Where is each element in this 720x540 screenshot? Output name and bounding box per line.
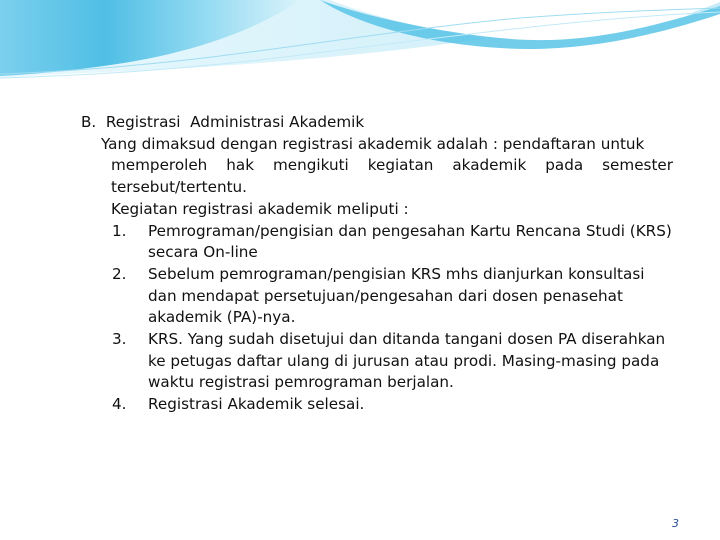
list-item-text: Registrasi Akademik selesai. [148, 395, 365, 414]
registration-steps-list [112, 221, 673, 416]
intro-line-2: memperoleh hak mengikuti kegiatan akademik pada semester [111, 156, 673, 175]
page-number: 3 [672, 517, 679, 530]
list-item [112, 264, 673, 329]
list-item-number: 2. [112, 264, 127, 283]
list-item [112, 221, 673, 264]
slide-body [81, 112, 673, 416]
intro-line-3: tersebut/tertentu. [111, 178, 248, 197]
list-item-text: Sebelum pemrograman/pengisian KRS mhs dianjurkan konsultasi dan mendapat persetujuan/pengesahan dari dosen penasehat akademik (PA)-nya. [148, 264, 645, 327]
list-item [112, 329, 673, 394]
list-item-text: Pemrograman/pengisian dan pengesahan Kartu Rencana Studi (KRS) secara On-line [148, 221, 672, 262]
intro-text-continued [111, 155, 673, 198]
list-item-number: 3. [112, 330, 127, 349]
list-item [112, 394, 673, 416]
header-wave-banner [0, 0, 720, 100]
list-item-number: 1. [112, 221, 127, 240]
list-lead: Kegiatan registrasi akademik meliputi : [111, 199, 409, 218]
intro-text: Yang dimaksud dengan registrasi akademik adalah : pendaftaran untuk [101, 134, 645, 153]
list-item-number: 4. [112, 395, 127, 414]
section-heading: B. Registrasi Administrasi Akademik [81, 113, 365, 131]
list-item-text: KRS. Yang sudah disetujui dan ditanda tangani dosen PA diserahkan ke petugas daftar ulang di jurusan atau prodi. Masing-masing pada waktu registrasi pemrograman berjalan. [148, 330, 666, 392]
